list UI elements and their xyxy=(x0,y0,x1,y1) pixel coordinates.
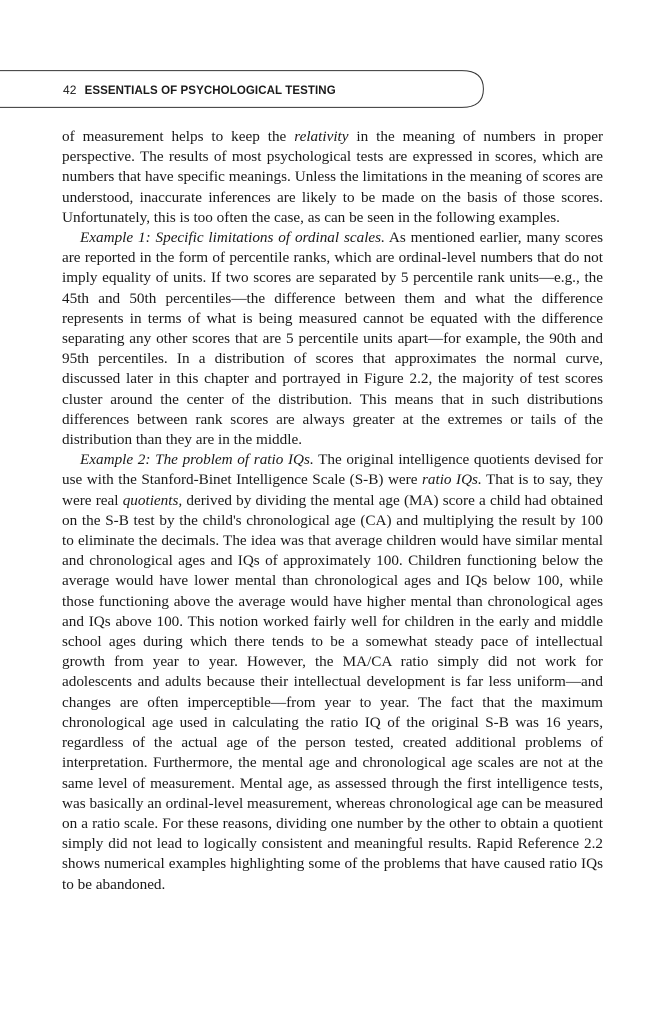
emphasis-text: relativity xyxy=(294,128,349,145)
emphasis-text: ratio IQs. xyxy=(421,471,482,489)
paragraph-example-2 xyxy=(62,450,603,894)
emphasis-text: quotients, xyxy=(122,491,183,509)
paragraph-text: in the meaning of numbers in proper perspective. The results of most psychological tests are expressed in scores, which are numbers that have specific meanings. Unless the limitations in the meaning of scores are understood, inaccurate inferences are likely to be made on the basis of those scores. Unfortunately, this is too often the case, as can be seen in the following examples. xyxy=(62,128,603,226)
paragraph-text: of measurement helps to keep the xyxy=(62,128,295,145)
body-text xyxy=(62,127,603,895)
book-title: ESSENTIALS OF PSYCHOLOGICAL TESTING xyxy=(84,85,336,97)
paragraph-text: The original intelligence quotients devised for use with the Stanford-Binet Intelligence Scale (S-B) were xyxy=(62,451,603,489)
paragraph-intro xyxy=(62,127,603,228)
paragraph-text: As mentioned earlier, many scores are reported in the form of percentile ranks, which are ordinal-level numbers that do not imply equality of units. If two scores are separated by 5 percentile rank units—e.g., the 45th and 50th percentiles—the difference between them and what the difference represents in terms of what is being measured cannot be equated with the difference separating any other scores that are 5 percentile units apart—for example, the 90th and 95th percentiles. In a distribution of scores that approximates the normal curve, discussed later in this chapter and portrayed in Figure 2.2, the majority of test scores cluster around the center of the distribution. This means that in such distributions differences between rank scores are always greater at the extremes or tails of the distribution than they are in the middle. xyxy=(62,229,604,449)
paragraph-example-1 xyxy=(62,228,603,450)
page-number: 42 xyxy=(63,83,77,97)
paragraph-text: derived by dividing the mental age (MA) score a child had obtained on the S-B test by the child's chronological age (CA) and multiplying the result by 100 to eliminate the decimals. The idea was that average children would have similar mental and chronological ages and IQs of approximately 100. Children functioning below the average would have lower mental than chronological ages and IQs below 100, while those functioning above the average would have higher mental than chronological ages and IQs above 100. This notion worked fairly well for children in the early and middle school ages during which there tends to be a somewhat steady pace of intellectual growth from year to year. However, the MA/CA ratio simply did not work for adolescents and adults because their intellectual development is far less uniform—and changes are often imperceptible—from year to year. The fact that the maximum chronological age used in calculating the ratio IQ of the original S-B was 16 years, regardless of the actual age of the person tested, created additional problems of interpretation. Furthermore, the mental age and chronological age scales are not at the same level of measurement. Mental age, as assessed through the first intelligence tests, was basically an ordinal-level measurement, whereas chronological age can be measured on a ratio scale. For these reasons, dividing one number by the other to obtain a quotient simply did not lead to logically consistent and meaningful results. Rapid Reference 2.2 shows numerical examples highlighting some of the problems that have caused ratio IQs to be abandoned. xyxy=(62,491,603,893)
example-heading: Example 2: The problem of ratio IQs. xyxy=(80,451,314,469)
example-heading: Example 1: Specific limitations of ordinal scales. xyxy=(80,229,385,247)
running-header xyxy=(0,70,484,108)
header-text xyxy=(63,83,336,97)
paragraph-text: That is to say, they were real xyxy=(62,471,603,509)
